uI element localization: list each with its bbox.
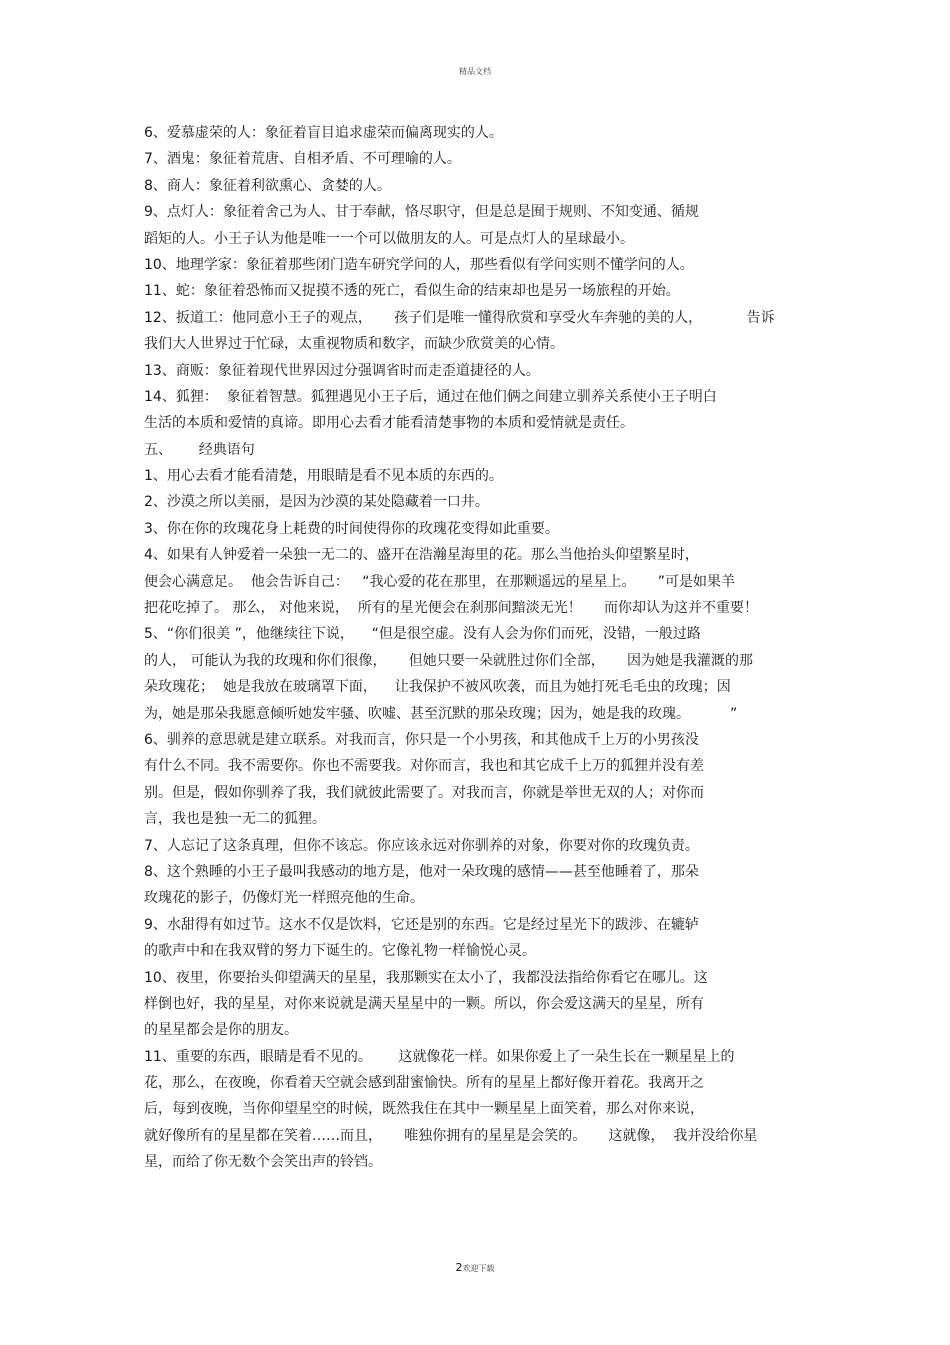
text-line: 便会心满意足。 他会告诉自己： “我心爱的花在那里，在那颗遥远的星星上。 ”可是如果羊 xyxy=(144,573,736,590)
text-line: 后，每到夜晚，当你仰望星空的时候，既然我住在其中一颗星星上面笑着，那么对你来说， xyxy=(144,1101,704,1118)
text-line: 10、夜里，你要抬头仰望满天的星星，我那颗实在太小了，我都没法指给你看它在哪儿。这 xyxy=(144,969,708,986)
text-line: 言，我也是独一无二的狐狸。 xyxy=(144,811,326,828)
text-line: 朵玫瑰花； 她是我放在玻璃罩下面， 让我保护不被风吹袭，而且为她打死毛毛虫的玫瑰；因 xyxy=(144,679,731,696)
text-line: 5、“你们很美 ”，他继续往下说， “但是很空虚。没有人会为你们而死，没错，一般过路 xyxy=(144,626,701,643)
text-line: 花，那么，在夜晚，你看着天空就会感到甜蜜愉快。所有的星星上都好像开着花。我离开之 xyxy=(144,1075,704,1092)
text-line: 的歌声中和在我双臂的努力下诞生的。它像礼物一样愉悦心灵。 xyxy=(144,943,536,960)
text-line: 14、狐狸： 象征着智慧。狐狸遇见小王子后，通过在他们俩之间建立驯养关系使小王子明白 xyxy=(144,388,717,405)
page-header: 精品文档 xyxy=(459,67,491,76)
text-line: 8、这个熟睡的小王子最叫我感动的地方是，他对一朵玫瑰的感情——甚至他睡着了，那朵 xyxy=(144,863,699,880)
text-line: 8、商人：象征着利欲熏心、贪婪的人。 xyxy=(144,177,391,194)
text-line: 样倒也好，我的星星，对你来说就是满天星星中的一颗。所以，你会爱这满天的星星，所有 xyxy=(144,995,704,1012)
text-line: 把花吃掉了。 那么， 对他来说， 所有的星光便会在刹那间黯淡无光！ 而你却认为这并不重要！ xyxy=(144,600,759,617)
text-line: 的人， 可能认为我的玫瑰和你们很像， 但她只要一朵就胜过你们全部， 因为她是我灌溉的那 xyxy=(144,652,753,669)
text-line: 为，她是那朵我愿意倾听她发牢骚、吹嘘、甚至沉默的那朵玫瑰；因为，她是我的玫瑰。 ” xyxy=(144,705,738,722)
text-line: 13、商贩：象征着现代世界因过分强调省时而走歪道捷径的人。 xyxy=(144,362,540,379)
text-line: 的星星都会是你的朋友。 xyxy=(144,1022,298,1039)
text-line: 9、点灯人：象征着舍己为人、甘于奉献，恪尽职守，但是总是囿于规则、不知变通、循规 xyxy=(144,204,699,221)
text-line: 1、用心去看才能看清楚，用眼睛是看不见本质的东西的。 xyxy=(144,468,503,485)
text-line: 6、驯养的意思就是建立联系。对我而言，你只是一个小男孩，和其他成千上万的小男孩没 xyxy=(144,731,699,748)
page-number: 2 xyxy=(455,1261,463,1274)
text-line: 有什么不同。我不需要你。你也不需要我。对你而言，我也和其它成千上万的狐狸并没有差 xyxy=(144,758,704,775)
text-line: 4、如果有人钟爱着一朵独一无二的、盛开在浩瀚星海里的花。那么当他抬头仰望繁星时， xyxy=(144,547,699,564)
text-line: 7、人忘记了这条真理，但你不该忘。你应该永远对你驯养的对象，你要对你的玫瑰负责。 xyxy=(144,837,699,854)
text-line: 6、爱慕虚荣的人：象征着盲目追求虚荣而偏离现实的人。 xyxy=(144,125,503,141)
text-line: 别。但是，假如你驯养了我，我们就彼此需要了。对我而言，你就是举世无双的人；对你而 xyxy=(144,784,704,801)
text-line: 9、水甜得有如过节。这水不仅是饮料，它还是别的东西。它是经过星光下的跋涉、在辘轳 xyxy=(144,916,699,933)
text-line: 蹈矩的人。小王子认为他是唯一一个可以做朋友的人。可是点灯人的星球最小。 xyxy=(144,230,634,247)
text-line: 生活的本质和爱情的真谛。即用心去看才能看清楚事物的本质和爱情就是责任。 xyxy=(144,415,634,432)
text-line: 2、沙漠之所以美丽，是因为沙漠的某处隐藏着一口井。 xyxy=(144,494,489,511)
text-line: 12、扳道工：他同意小王子的观点， 孩子们是唯一懂得欣赏和享受火车奔驰的美的人， 告诉 xyxy=(144,309,775,326)
text-line: 11、蛇：象征着恐怖而又捉摸不透的死亡，看似生命的结束却也是另一场旅程的开始。 xyxy=(144,283,680,300)
text-line: 玫瑰花的影子，仍像灯光一样照亮他的生命。 xyxy=(144,890,424,907)
document-body xyxy=(144,120,809,1176)
text-line: 3、你在你的玫瑰花身上耗费的时间使得你的玫瑰花变得如此重要。 xyxy=(144,520,559,537)
text-line: 7、酒鬼：象征着荒唐、自相矛盾、不可理喻的人。 xyxy=(144,151,461,168)
text-line: 10、地理学家：象征着那些闭门造车研究学问的人，那些看似有学问实则不懂学问的人。 xyxy=(144,256,694,273)
text-line: 11、重要的东西，眼睛是看不见的。 这就像花一样。如果你爱上了一朵生长在一颗星星上的 xyxy=(144,1048,735,1065)
text-line: 我们大人世界过于忙碌，太重视物质和数字，而缺少欣赏美的心情。 xyxy=(144,336,564,353)
section-heading: 五、 经典语句 xyxy=(144,441,255,458)
footer-text: 欢迎下载 xyxy=(462,1264,495,1273)
text-line: 就好像所有的星星都在笑着……而且， 唯独你拥有的星星是会笑的。 这就像， 我并没给你星 xyxy=(144,1127,758,1144)
page-footer xyxy=(0,1261,950,1274)
text-line: 星，而给了你无数个会笑出声的铃铛。 xyxy=(144,1154,382,1171)
